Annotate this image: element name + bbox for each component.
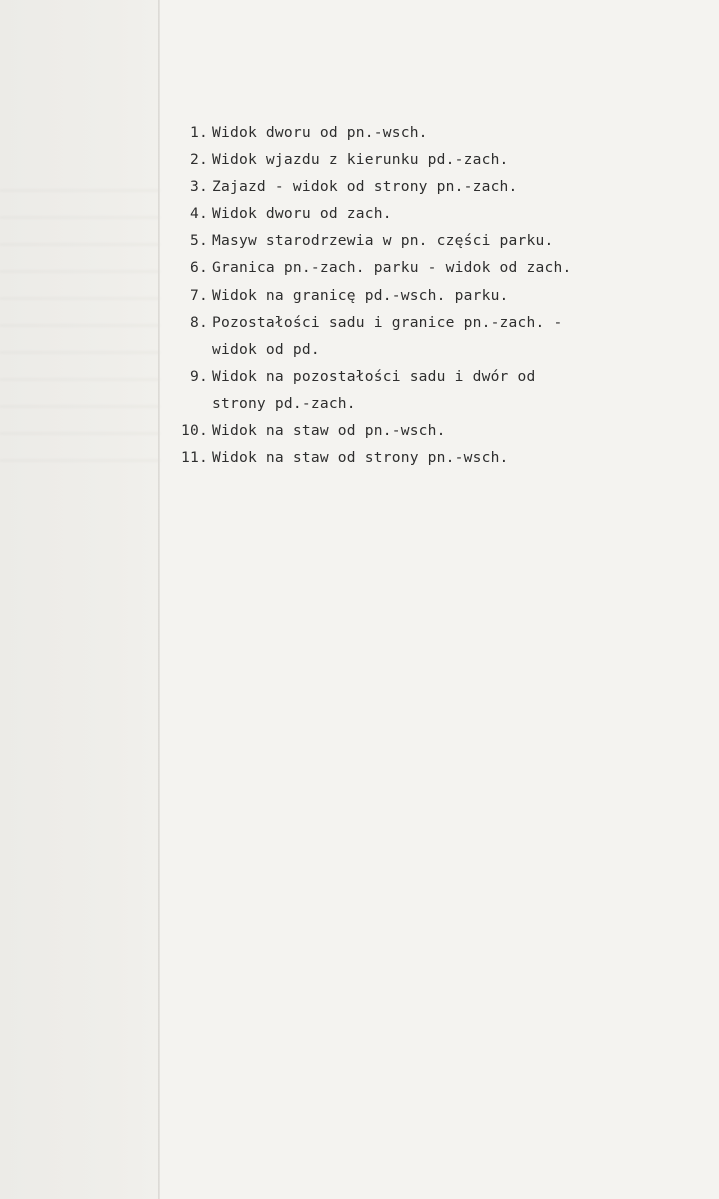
- list-item: [160, 282, 571, 309]
- list-item: [160, 254, 571, 281]
- list-item: [160, 309, 571, 363]
- item-text: Masyw starodrzewia w pn. części parku.: [212, 232, 554, 250]
- item-number: 4.: [190, 205, 208, 223]
- item-number: 7.: [190, 286, 208, 304]
- item-number: 5.: [190, 232, 208, 250]
- item-text: Widok na staw od pn.-wsch.: [212, 422, 446, 440]
- item-number: 10.: [181, 422, 208, 440]
- list-item: [160, 444, 571, 471]
- list-item: [160, 227, 571, 254]
- list-item: [160, 200, 571, 227]
- item-text: Pozostałości sadu i granice pn.-zach. - widok od pd.: [212, 313, 563, 358]
- item-text: Widok wjazdu z kierunku pd.-zach.: [212, 151, 509, 169]
- item-number: 6.: [190, 259, 208, 277]
- list-item: [160, 119, 571, 146]
- item-text: Widok na pozostałości sadu i dwór od strony pd.-zach.: [212, 367, 536, 412]
- item-number: 1.: [190, 124, 208, 141]
- item-number: 8.: [190, 313, 208, 331]
- photo-caption-list: [160, 119, 571, 471]
- item-number: 2.: [190, 151, 208, 169]
- item-text: Widok na granicę pd.-wsch. parku.: [212, 286, 509, 304]
- item-text: Granica pn.-zach. parku - widok od zach.: [212, 259, 572, 277]
- item-text: Widok dworu od zach.: [212, 205, 392, 223]
- item-number: 3.: [190, 178, 208, 196]
- item-text: Widok dworu od pn.-wsch.: [212, 124, 428, 141]
- list-item: [160, 363, 571, 417]
- list-item: [160, 173, 571, 200]
- item-number: 9.: [190, 367, 208, 385]
- item-number: 11.: [181, 449, 208, 467]
- show-through-text: [0, 170, 160, 470]
- item-text: Zajazd - widok od strony pn.-zach.: [212, 178, 518, 196]
- list-item: [160, 146, 571, 173]
- item-text: Widok na staw od strony pn.-wsch.: [212, 449, 509, 467]
- list-item: [160, 417, 571, 444]
